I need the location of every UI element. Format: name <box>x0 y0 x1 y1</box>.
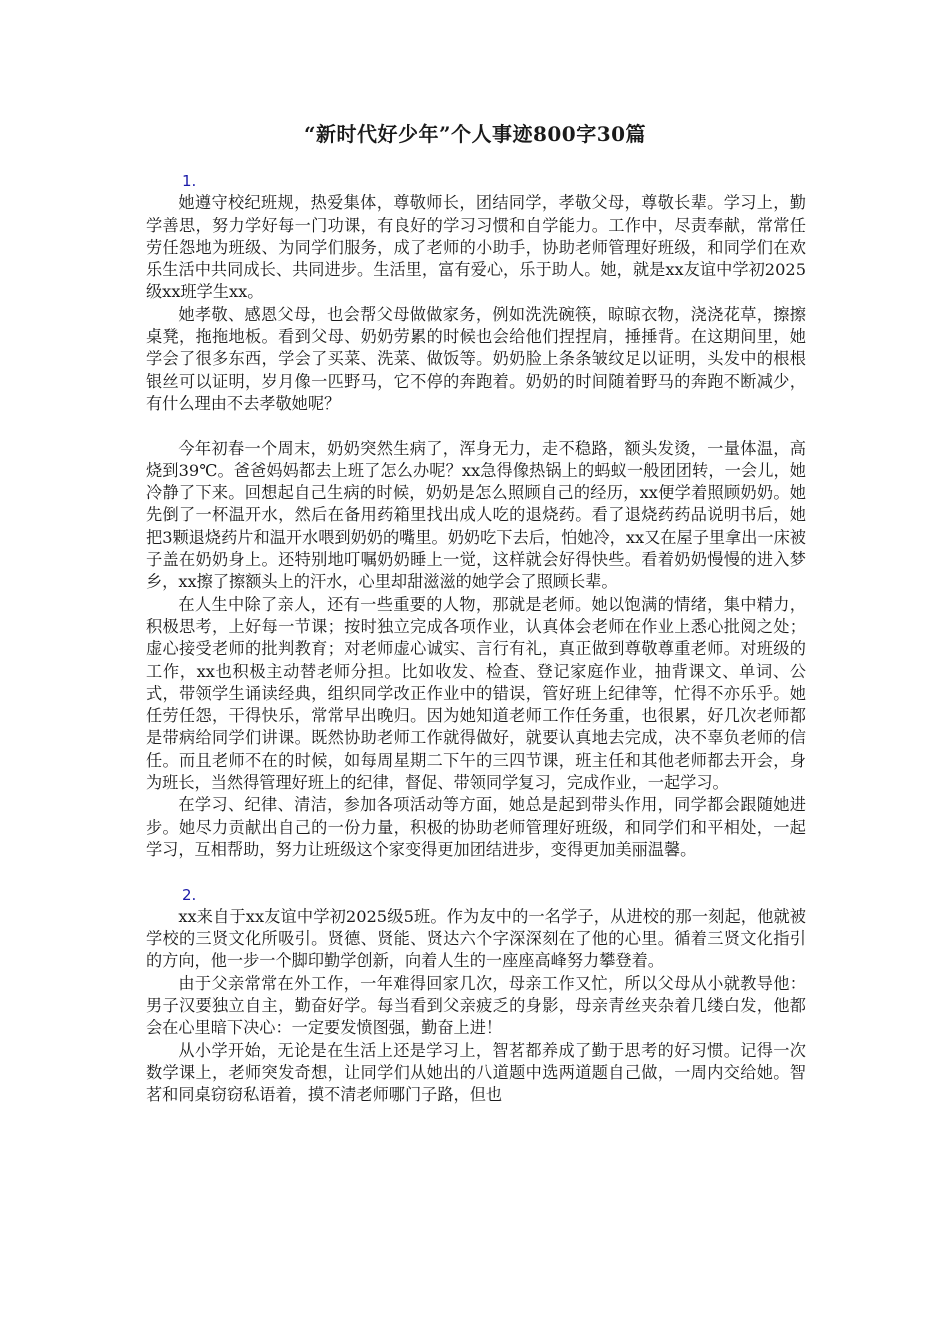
paragraph: 在学习、纪律、清洁，参加各项活动等方面，她总是起到带头作用，同学都会跟随她进步。她尽力贡献出自己的一份力量，积极的协助老师管理好班级，和同学们和平相处，一起学习，互相帮助，努力让班级这个家变得更加团结进步，变得更加美丽温馨。 <box>146 795 806 859</box>
document-body <box>146 170 806 1106</box>
paragraph: 她遵守校纪班规，热爱集体，尊敬师长，团结同学，孝敬父母，尊敬长辈。学习上，勤学善思，努力学好每一门功课，有良好的学习习惯和自学能力。工作中，尽责奉献，常常任劳任怨地为班级、为同学们服务，成了老师的小助手，协助老师管理好班级，和同学们在欢乐生活中共同成长、共同进步。生活里，富有爱心，乐于助人。她，就是xx友谊中学初2025级xx班学生xx。 <box>146 193 806 302</box>
section-number: 1. <box>182 172 197 190</box>
blank-line <box>146 861 806 883</box>
blank-line <box>146 415 806 437</box>
paragraph: xx来自于xx友谊中学初2025级5班。作为友中的一名学子，从进校的那一刻起，他就被学校的三贤文化所吸引。贤德、贤能、贤达六个字深深刻在了他的心里。循着三贤文化指引的方向，他一步一个脚印勤学创新，向着人生的一座座高峰努力攀登着。 <box>146 906 806 971</box>
paragraph: 由于父亲常常在外工作，一年难得回家几次，母亲工作又忙，所以父母从小就教导他：男子汉要独立自主，勤奋好学。每当看到父亲疲乏的身影，母亲青丝夹杂着几缕白发，他都会在心里暗下决心：一定要发愤图强，勤奋上进！ <box>146 973 806 1038</box>
section-number: 2. <box>182 885 197 904</box>
paragraph: 她孝敬、感恩父母，也会帮父母做做家务，例如洗洗碗筷，晾晾衣物，浇浇花草，擦擦桌凳，拖拖地板。看到父母、奶奶劳累的时候也会给他们捏捏肩，捶捶背。在这期间里，她学会了很多东西，学会了买菜、洗菜、做饭等。奶奶脸上条条皱纹足以证明，头发中的根根银丝可以证明，岁月像一匹野马，它不停的奔跑着。奶奶的时间随着野马的奔跑不断减少，有什么理由不去孝敬她呢？ <box>146 304 806 413</box>
paragraph: 从小学开始，无论是在生活上还是学习上，智茗都养成了勤于思考的好习惯。记得一次数学课上，老师突发奇想，让同学们从她出的八道题中选两道题自己做，一周内交给她。智茗和同桌窃窃私语着，摸不清老师哪门子路，但也 <box>146 1040 806 1105</box>
paragraph: 今年初春一个周末，奶奶突然生病了，浑身无力，走不稳路，额头发烫，一量体温，高烧到39℃。爸爸妈妈都去上班了怎么办呢？xx急得像热锅上的蚂蚁一般团团转，一会儿，她冷静了下来。回想起自己生病的时候，奶奶是怎么照顾自己的经历，xx便学着照顾奶奶。她先倒了一杯温开水，然后在备用药箱里找出成人吃的退烧药。看了退烧药药品说明书后，她把3颗退烧药片和温开水喂到奶奶的嘴里。奶奶吃下去后，怕她冷，xx又在屋子里拿出一床被子盖在奶奶身上。还特别地叮嘱奶奶睡上一觉，这样就会好得快些。看着奶奶慢慢的进入梦乡，xx擦了擦额头上的汗水，心里却甜滋滋的她学会了照顾长辈。 <box>146 438 806 592</box>
paragraph: 在人生中除了亲人，还有一些重要的人物，那就是老师。她以饱满的情绪，集中精力，积极思考，上好每一节课；按时独立完成各项作业，认真体会老师在作业上悉心批阅之处；虚心接受老师的批判教育；对老师虚心诚实、言行有礼，真正做到尊敬尊重老师。对班级的工作，xx也积极主动替老师分担。比如收发、检查、登记家庭作业，抽背课文、单词、公式，带领学生诵读经典，组织同学改正作业中的错误，管好班上纪律等，忙得不亦乐乎。她任劳任怨，干得快乐，常常早出晚归。因为她知道老师工作任务重，也很累，好几次老师都是带病给同学们讲课。既然协助老师工作就得做好，就要认真地去完成，决不辜负老师的信任。而且老师不在的时候，如每周星期二下午的三四节课，班主任和其他老师都去开会，身为班长，当然得管理好班上的纪律，督促、带领同学复习，完成作业，一起学习。 <box>146 594 806 793</box>
document-title: “新时代好少年”个人事迹800字30篇 <box>303 122 647 146</box>
